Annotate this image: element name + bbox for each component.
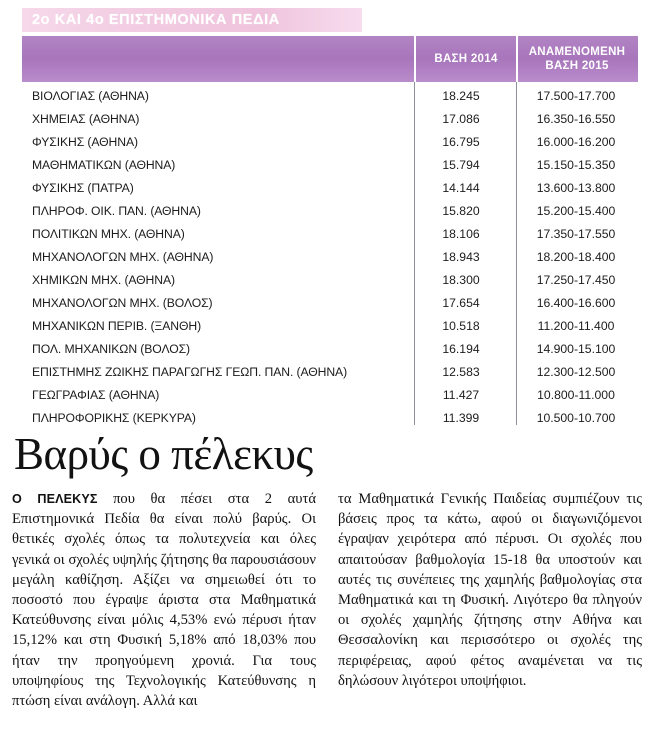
cell-expected-base-2015: 15.200-15.400 bbox=[536, 203, 616, 218]
cell-department: ΜΗΧΑΝΟΛΟΓΩΝ ΜΗΧ. (ΒΟΛΟΣ) bbox=[32, 295, 213, 310]
cell-base-2014: 17.654 bbox=[442, 295, 480, 310]
table-row bbox=[22, 291, 638, 314]
table-row bbox=[22, 314, 638, 337]
cell-base-2014: 18.106 bbox=[442, 226, 480, 241]
table-row bbox=[22, 222, 638, 245]
table-row bbox=[22, 268, 638, 291]
article-body bbox=[12, 489, 642, 711]
section-banner bbox=[22, 8, 362, 32]
cell-base-2014: 15.794 bbox=[442, 157, 480, 172]
article-text-left: που θα πέσει στα 2 αυτά Επιστημονικά Πεδία θα είναι πολύ βαρύς. Οι θετικές σχολές όπως τα πολυτεχνεία και όλες γενικά οι σχολές υψηλής ζήτησης θα παρουσιάσουν μεγάλη καθίζηση. Αξίζει να σημειωθεί ότι το ποσοστό που έγραψε άριστα στα Μαθηματικά Κατεύθυνσης είναι μόλις 4,53% ενώ πέρυσι ήταν 15,12% και στη Φυσική 5,18% από 18,03% που ήταν την προηγούμενη χρονιά. Για τους υποψηφίους της Τεχνολογικής Κατεύθυνσης η πτώση είναι ανάλογη. Αλλά και bbox=[12, 491, 316, 710]
column-header-base-2014: ΒΑΣΗ 2014 bbox=[414, 36, 516, 82]
cell-expected-base-2015: 11.200-11.400 bbox=[537, 318, 615, 333]
cell-base-2014: 11.399 bbox=[442, 410, 480, 425]
cell-base-2014: 17.086 bbox=[442, 111, 480, 126]
table-row bbox=[22, 107, 638, 130]
cell-department: ΜΑΘΗΜΑΤΙΚΩΝ (ΑΘΗΝΑ) bbox=[32, 157, 176, 172]
cell-expected-base-2015: 15.150-15.350 bbox=[536, 157, 616, 172]
table-row bbox=[22, 337, 638, 360]
article-headline: Βαρύς ο πέλεκυς bbox=[14, 429, 313, 479]
cell-expected-base-2015: 17.350-17.550 bbox=[536, 226, 616, 241]
cell-base-2014: 16.194 bbox=[442, 341, 480, 356]
table-row bbox=[22, 153, 638, 176]
table-row bbox=[22, 406, 638, 429]
cell-department: ΠΛΗΡΟΦ. ΟΙΚ. ΠΑΝ. (ΑΘΗΝΑ) bbox=[32, 203, 201, 218]
cell-department: ΠΛΗΡΟΦΟΡΙΚΗΣ (ΚΕΡΚΥΡΑ) bbox=[32, 410, 196, 425]
article-lead-in: Ο ΠΕΛΕΚΥΣ bbox=[12, 492, 98, 506]
column-divider-1 bbox=[414, 82, 415, 425]
column-header-expected-line1: ΑΝΑΜΕΝΟΜΕΝΗ bbox=[528, 45, 626, 58]
banner-strip bbox=[22, 8, 362, 32]
cell-department: ΜΗΧΑΝΟΛΟΓΩΝ ΜΗΧ. (ΑΘΗΝΑ) bbox=[32, 249, 214, 264]
cell-expected-base-2015: 17.250-17.450 bbox=[536, 272, 616, 287]
cell-base-2014: 16.795 bbox=[442, 134, 480, 149]
cell-expected-base-2015: 10.800-11.000 bbox=[537, 387, 615, 402]
table-body bbox=[22, 82, 638, 429]
table-row bbox=[22, 199, 638, 222]
column-header-expected-base-2015 bbox=[516, 36, 636, 82]
admission-scores-table bbox=[22, 36, 638, 429]
article-column-right bbox=[338, 489, 642, 711]
cell-base-2014: 15.820 bbox=[442, 203, 480, 218]
cell-expected-base-2015: 10.500-10.700 bbox=[536, 410, 616, 425]
cell-expected-base-2015: 13.600-13.800 bbox=[536, 180, 616, 195]
cell-expected-base-2015: 16.000-16.200 bbox=[536, 134, 616, 149]
cell-department: ΠΟΛ. ΜΗΧΑΝΙΚΩΝ (ΒΟΛΟΣ) bbox=[32, 341, 191, 356]
column-header-expected-line2: ΒΑΣΗ 2015 bbox=[545, 60, 609, 72]
article-text-right: τα Μαθηματικά Γενικής Παιδείας συμπιέζουν τις βάσεις προς τα κάτω, αφού οι διαγωνιζόμενοι έγραψαν χειρότερα από πέρυσι. Οι σχολές που απαιτούσαν βαθμολογία 15-18 θα υποστούν και αυτές τις συνέπειες της χαμηλής βαθμολογίας στα Μαθηματικά και τη Φυσική. Λιγότερο θα πληγούν οι σχολές χαμηλής ζήτησης στην Αθήνα και Θεσσαλονίκη και περισσότερο οι σχολές της περιφέρειας, αφού φέτος αναμένεται να τις δηλώσουν λιγότεροι υποψήφιοι. bbox=[338, 491, 642, 689]
table-row bbox=[22, 130, 638, 153]
cell-department: ΕΠΙΣΤΗΜΗΣ ΖΩΙΚΗΣ ΠΑΡΑΓΩΓΗΣ ΓΕΩΠ. ΠΑΝ. (ΑΘΗΝΑ) bbox=[32, 364, 348, 379]
cell-expected-base-2015: 16.350-16.550 bbox=[536, 111, 616, 126]
table-row bbox=[22, 245, 638, 268]
cell-expected-base-2015: 16.400-16.600 bbox=[536, 295, 616, 310]
cell-department: ΓΕΩΓΡΑΦΙΑΣ (ΑΘΗΝΑ) bbox=[32, 387, 160, 402]
cell-department: ΠΟΛΙΤΙΚΩΝ ΜΗΧ. (ΑΘΗΝΑ) bbox=[32, 226, 185, 241]
cell-expected-base-2015: 14.900-15.100 bbox=[536, 341, 616, 356]
table-row bbox=[22, 84, 638, 107]
cell-base-2014: 18.943 bbox=[442, 249, 480, 264]
cell-expected-base-2015: 12.300-12.500 bbox=[536, 364, 616, 379]
table-row bbox=[22, 360, 638, 383]
cell-base-2014: 14.144 bbox=[442, 180, 480, 195]
cell-base-2014: 10.518 bbox=[442, 318, 480, 333]
column-header-department bbox=[22, 36, 414, 82]
cell-department: ΦΥΣΙΚΗΣ (ΠΑΤΡΑ) bbox=[32, 180, 134, 195]
cell-base-2014: 11.427 bbox=[442, 387, 480, 402]
cell-base-2014: 18.300 bbox=[442, 272, 480, 287]
cell-base-2014: 18.245 bbox=[442, 88, 480, 103]
cell-department: ΦΥΣΙΚΗΣ (ΑΘΗΝΑ) bbox=[32, 134, 138, 149]
cell-department: ΧΗΜΕΙΑΣ (ΑΘΗΝΑ) bbox=[32, 111, 140, 126]
article-column-left bbox=[12, 489, 316, 711]
table-row bbox=[22, 176, 638, 199]
cell-base-2014: 12.583 bbox=[442, 364, 480, 379]
cell-department: ΜΗΧΑΝΙΚΩΝ ΠΕΡΙΒ. (ΞΑΝΘΗ) bbox=[32, 318, 202, 333]
table-row bbox=[22, 383, 638, 406]
table-header-row bbox=[22, 36, 638, 82]
banner-title: 2ο ΚΑΙ 4ο ΕΠΙΣΤΗΜΟΝΙΚΑ ΠΕΔΙΑ bbox=[32, 12, 280, 28]
cell-department: ΧΗΜΙΚΩΝ ΜΗΧ. (ΑΘΗΝΑ) bbox=[32, 272, 175, 287]
cell-expected-base-2015: 17.500-17.700 bbox=[536, 88, 616, 103]
cell-department: ΒΙΟΛΟΓΙΑΣ (ΑΘΗΝΑ) bbox=[32, 88, 149, 103]
cell-expected-base-2015: 18.200-18.400 bbox=[536, 249, 616, 264]
column-divider-2 bbox=[516, 82, 517, 425]
